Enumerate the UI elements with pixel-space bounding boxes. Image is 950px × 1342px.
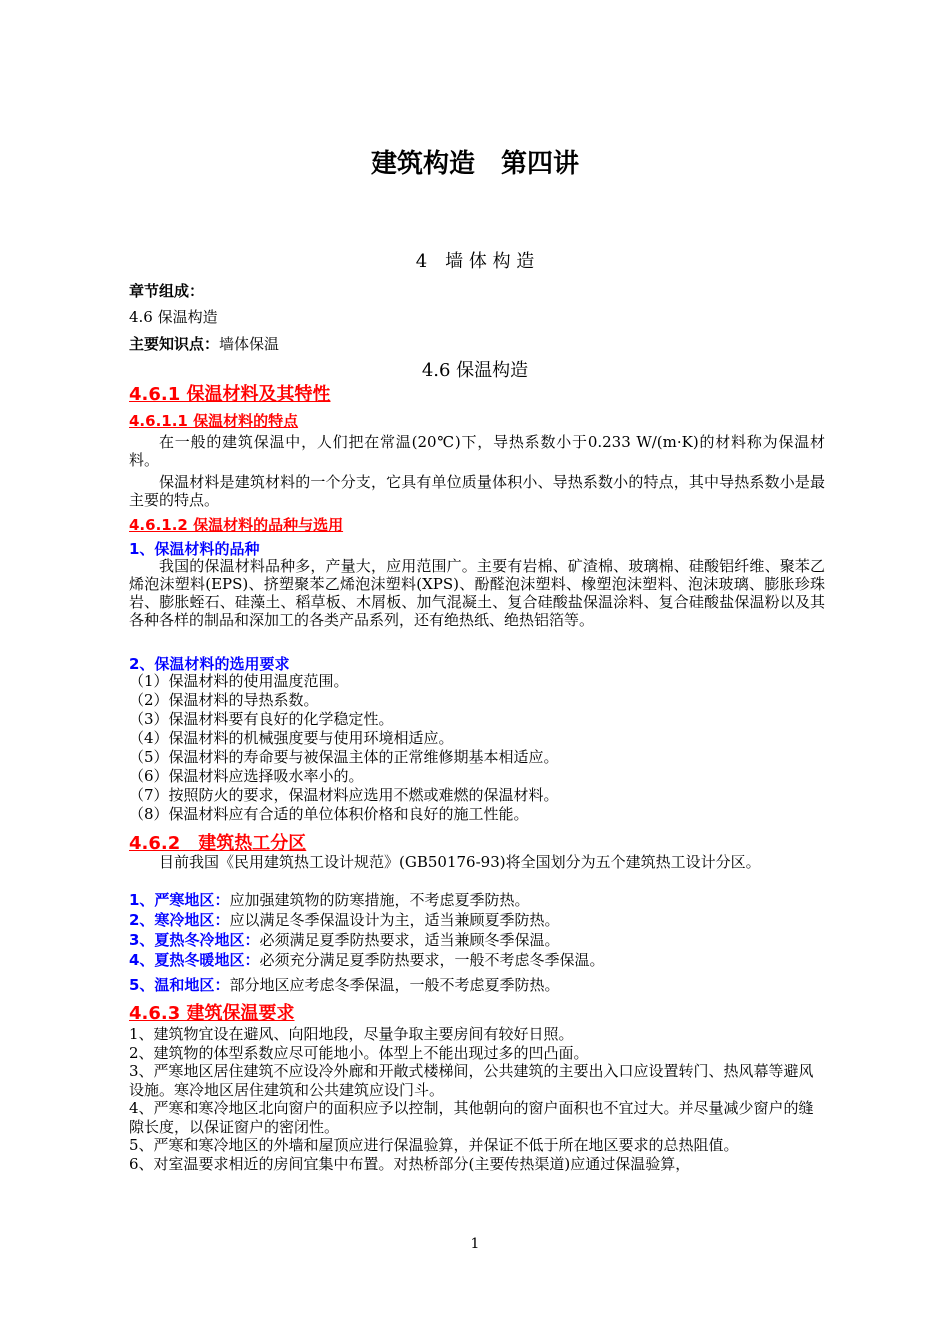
zone-item xyxy=(129,890,825,910)
requirements-list xyxy=(129,1025,825,1173)
heading-4-6-1: 4.6.1 保温材料及其特性 xyxy=(129,384,331,405)
list-item: （2）保温材料的导热系数。 xyxy=(129,691,319,709)
heading-4-6-3: 4.6.3 建筑保温要求 xyxy=(129,1003,295,1024)
zone-item xyxy=(129,975,825,995)
list-item: 6、对室温要求相近的房间宜集中布置。对热桥部分(主要传热渠道)应通过保温验算， xyxy=(129,1154,691,1173)
zone-item xyxy=(129,930,825,950)
zone-name: 4、夏热冬暖地区： xyxy=(129,951,260,969)
document-title: 建筑构造 第四讲 xyxy=(370,149,579,179)
zone-item xyxy=(129,910,825,930)
chapter-title: 4 墙 体 构 造 xyxy=(415,251,535,272)
section-title: 4.6 保温构造 xyxy=(421,360,529,381)
list-item: 5、严寒和寒冷地区的外墙和屋顶应进行保温验算，并保证不低于所在地区要求的总热阻值。 xyxy=(129,1136,739,1154)
heading-selection: 2、保温材料的选用要求 xyxy=(129,655,290,673)
list-item: （7）按照防火的要求，保温材料应选用不燃或难燃的保温材料。 xyxy=(129,786,559,804)
heading-4-6-2: 4.6.2 建筑热工分区 xyxy=(129,833,307,854)
selection-list xyxy=(129,672,825,824)
zones-list xyxy=(129,890,825,995)
zone-desc: 应以满足冬季保温设计为主，适当兼顾夏季防热。 xyxy=(229,911,560,929)
zone-desc: 必须满足夏季防热要求，适当兼顾冬季保温。 xyxy=(259,931,560,949)
list-item: 4、严寒和寒冷地区北向窗户的面积应予以控制，其他朝向的窗户面积也不宜过大。并尽量减少窗户的缝隙长度，以保证窗户的密闭性。 xyxy=(129,1099,814,1136)
paragraph-definition: 在一般的建筑保温中，人们把在常温(20℃)下，导热系数小于0.233 W/(m·K)的材料称为保温材料。 xyxy=(129,433,825,469)
list-item: （4）保温材料的机械强度要与使用环境相适应。 xyxy=(129,729,454,747)
zone-name: 2、寒冷地区： xyxy=(129,911,230,929)
composition-item: 4.6 保温构造 xyxy=(129,308,218,326)
key-points-label: 主要知识点： xyxy=(129,335,220,353)
list-item: （5）保温材料的寿命要与被保温主体的正常维修期基本相适应。 xyxy=(129,748,559,766)
page-number: 1 xyxy=(470,1236,480,1252)
list-item: 1、建筑物宜设在避风、向阳地段，尽量争取主要房间有较好日照。 xyxy=(129,1025,574,1043)
key-points-value: 墙体保温 xyxy=(219,335,280,353)
heading-4-6-1-2: 4.6.1.2 保温材料的品种与选用 xyxy=(129,516,344,534)
list-item: （3）保温材料要有良好的化学稳定性。 xyxy=(129,710,394,728)
list-item: 2、建筑物的体型系数应尽可能地小。体型上不能出现过多的凹凸面。 xyxy=(129,1043,589,1062)
zone-item xyxy=(129,950,825,970)
list-item: 3、严寒地区居住建筑不应设冷外廊和开敞式楼梯间，公共建筑的主要出入口应设置转门、热风幕等避风设施。寒冷地区居住建筑和公共建筑应设门斗。 xyxy=(129,1062,814,1099)
composition-label: 章节组成： xyxy=(129,282,205,300)
paragraph-characteristics: 保温材料是建筑材料的一个分支，它具有单位质量体积小、导热系数小的特点，其中导热系数小是最主要的特点。 xyxy=(129,473,825,509)
zone-desc: 部分地区应考虑冬季保温，一般不考虑夏季防热。 xyxy=(229,976,560,994)
heading-4-6-1-1: 4.6.1.1 保温材料的特点 xyxy=(129,412,299,430)
list-item: （1）保温材料的使用温度范围。 xyxy=(129,672,349,690)
heading-varieties: 1、保温材料的品种 xyxy=(129,540,260,558)
list-item: （8）保温材料应有合适的单位体积价格和良好的施工性能。 xyxy=(129,805,529,823)
paragraph-zones-intro: 目前我国《民用建筑热工设计规范》(GB50176-93)将全国划分为五个建筑热工设计分区。 xyxy=(159,853,761,871)
key-points xyxy=(129,333,825,354)
zone-desc: 必须充分满足夏季防热要求，一般不考虑冬季保温。 xyxy=(259,951,605,969)
zone-name: 1、严寒地区： xyxy=(129,891,230,909)
zone-name: 3、夏热冬冷地区： xyxy=(129,931,260,949)
zone-desc: 应加强建筑物的防寒措施，不考虑夏季防热。 xyxy=(229,891,530,909)
paragraph-varieties: 我国的保温材料品种多，产量大，应用范围广。主要有岩棉、矿渣棉、玻璃棉、硅酸铝纤维、聚苯乙烯泡沫塑料(EPS)、挤塑聚苯乙烯泡沫塑料(XPS)、酚醛泡沫塑料、橡塑泡沫塑料、泡沫玻璃、膨胀珍珠岩、膨胀蛭石、硅藻土、稻草板、木屑板、加气混凝土、复合硅酸盐保温涂料、复合硅酸盐保温粉以及其各种各样的制品和深加工的各类产品系列，还有绝热纸、绝热铝箔等。 xyxy=(129,557,825,629)
zone-name: 5、温和地区： xyxy=(129,976,230,994)
list-item: （6）保温材料应选择吸水率小的。 xyxy=(129,767,364,785)
